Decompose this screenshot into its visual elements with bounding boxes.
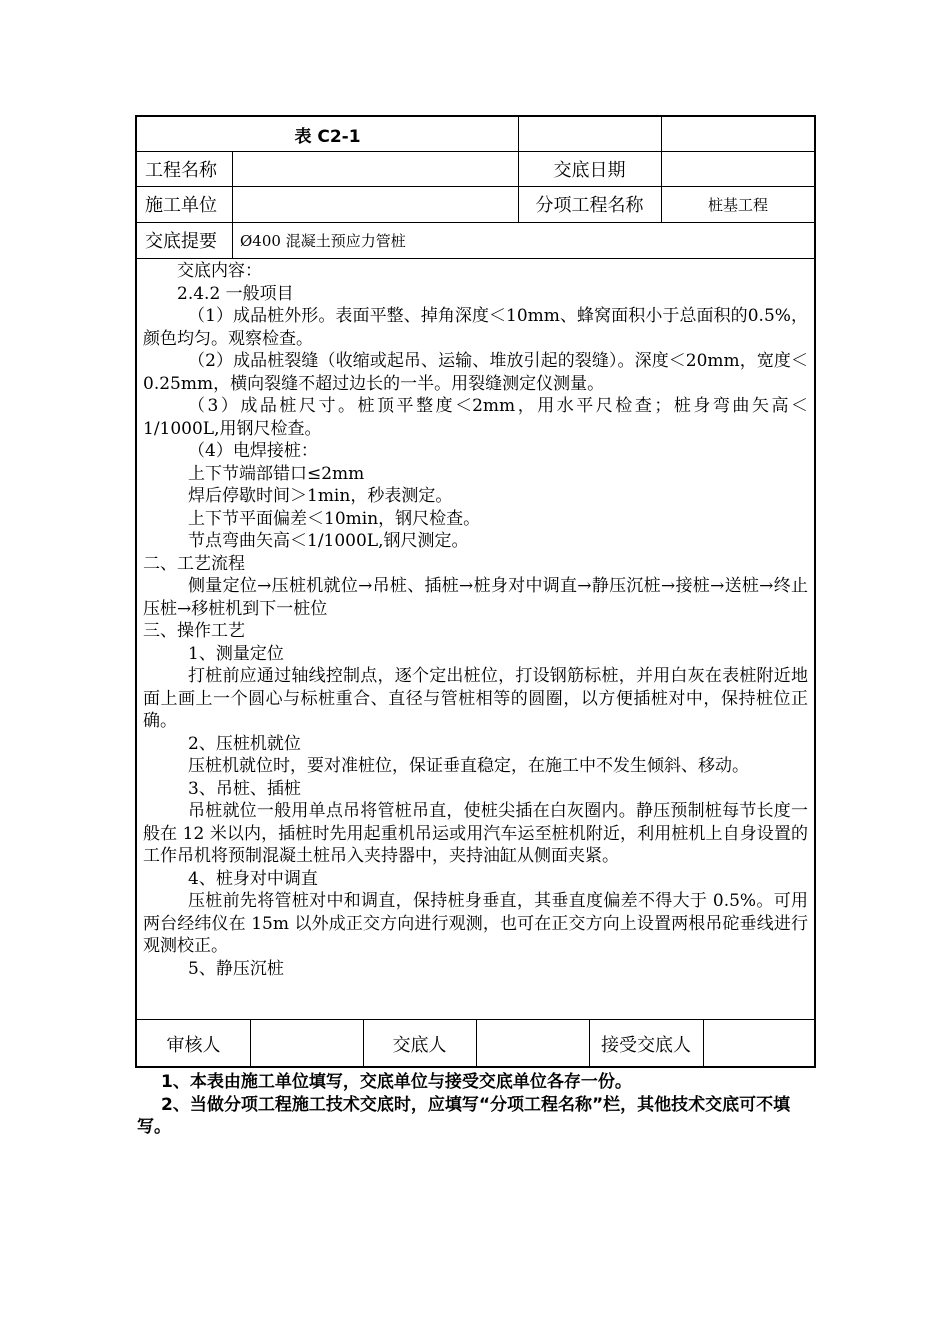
construction-unit-field[interactable] (233, 186, 518, 222)
content-line: 节点弯曲矢高＜1/1000L,钢尺测定。 (188, 531, 469, 551)
construction-unit-label: 施工单位 (145, 195, 217, 216)
content-line: 压桩前先将管桩对中和调直，保持桩身垂直，其垂直度偏差不得大于 0.5%。可用两台经纬仪在 15m 以外成正交方向进行观测，也可在正交方向上设置两根吊砣垂线进行观测校正。 (143, 891, 808, 956)
table-id: 表 C2-1 (294, 126, 361, 147)
sub-project-name-label: 分项工程名称 (535, 195, 644, 216)
discloser-field[interactable] (477, 1019, 589, 1068)
content-line: 2、压桩机就位 (188, 733, 301, 754)
disclosure-content (137, 260, 814, 980)
content-line: 吊桩就位一般用单点吊将管桩吊直，使桩尖插在白灰圈内。静压预制桩每节长度一般在 12 米以内，插桩时先用起重机吊运或用汽车运至桩机附近，利用桩机上自身设置的工作吊机将预制混凝土桩吊入夹持器中，夹持油缸从侧面夹紧。 (143, 801, 808, 866)
footnotes (137, 1071, 817, 1139)
reviewer-field[interactable] (251, 1019, 363, 1068)
content-line: 打桩前应通过轴线控制点，逐个定出桩位，打设钢筋标桩，并用白灰在表桩附近地面上画上一个圆心与标桩重合、直径与管桩相等的圆圈，以方便插桩对中，保持桩位正确。 (143, 666, 808, 731)
content-line: 上下节端部错口≤2mm (188, 463, 365, 484)
disclosure-date-field[interactable] (662, 151, 814, 186)
content-line: （3）成品桩尺寸。桩顶平整度＜2mm，用水平尺检查；桩身弯曲矢高＜1/1000L,用钢尺检查。 (143, 396, 808, 439)
content-line: （4）电焊接桩： (188, 441, 318, 461)
content-line: （2）成品桩裂缝（收缩或起吊、运输、堆放引起的裂缝）。深度＜20mm，宽度＜0.25mm，横向裂缝不超过边长的一半。用裂缝测定仪测量。 (143, 351, 808, 394)
content-line: 5、静压沉桩 (188, 958, 284, 979)
summary-label: 交底提要 (145, 231, 217, 252)
content-line: 二、工艺流程 (143, 553, 245, 574)
content-line: 三、操作工艺 (143, 621, 245, 641)
content-line: （1）成品桩外形。表面平整、掉角深度＜10mm、蜂窝面积小于总面积的0.5%，颜色均匀。观察检查。 (143, 306, 808, 349)
row-divider (137, 258, 814, 259)
footnote: 1、本表由施工单位填写，交底单位与接受交底单位各存一份。 (161, 1072, 632, 1092)
content-line: 压桩机就位时，要对准桩位，保证垂直稳定，在施工中不发生倾斜、移动。 (188, 756, 749, 776)
content-line: 1、测量定位 (188, 643, 284, 664)
project-name-field[interactable] (233, 151, 518, 186)
content-lines (143, 283, 808, 981)
disclosure-form (135, 115, 816, 1068)
content-line: 上下节平面偏差＜10min，钢尺检查。 (188, 508, 481, 529)
content-line: 2.4.2 一般项目 (177, 283, 294, 304)
summary-value[interactable]: Ø400 混凝土预应力管桩 (240, 231, 406, 250)
sub-project-name-value[interactable]: 桩基工程 (707, 195, 768, 214)
content-line: 4、桩身对中调直 (188, 868, 318, 889)
disclosure-date-label: 交底日期 (553, 159, 626, 181)
content-line: 侧量定位→压桩机就位→吊桩、插桩→桩身对中调直→静压沉桩→接桩→送桩→终止压桩→移桩机到下一桩位 (143, 576, 808, 619)
project-name-label: 工程名称 (145, 159, 217, 181)
receiver-label: 接受交底人 (601, 1034, 691, 1056)
discloser-label: 交底人 (392, 1034, 447, 1056)
content-heading: 交底内容： (177, 261, 262, 281)
content-line: 焊后停歇时间＞1min，秒表测定。 (188, 486, 453, 506)
receiver-field[interactable] (704, 1019, 814, 1068)
footnote: 2、当做分项工程施工技术交底时，应填写“分项工程名称”栏，其他技术交底可不填写。 (137, 1094, 791, 1137)
content-line: 3、吊桩、插桩 (188, 778, 301, 799)
reviewer-label: 审核人 (166, 1034, 221, 1056)
